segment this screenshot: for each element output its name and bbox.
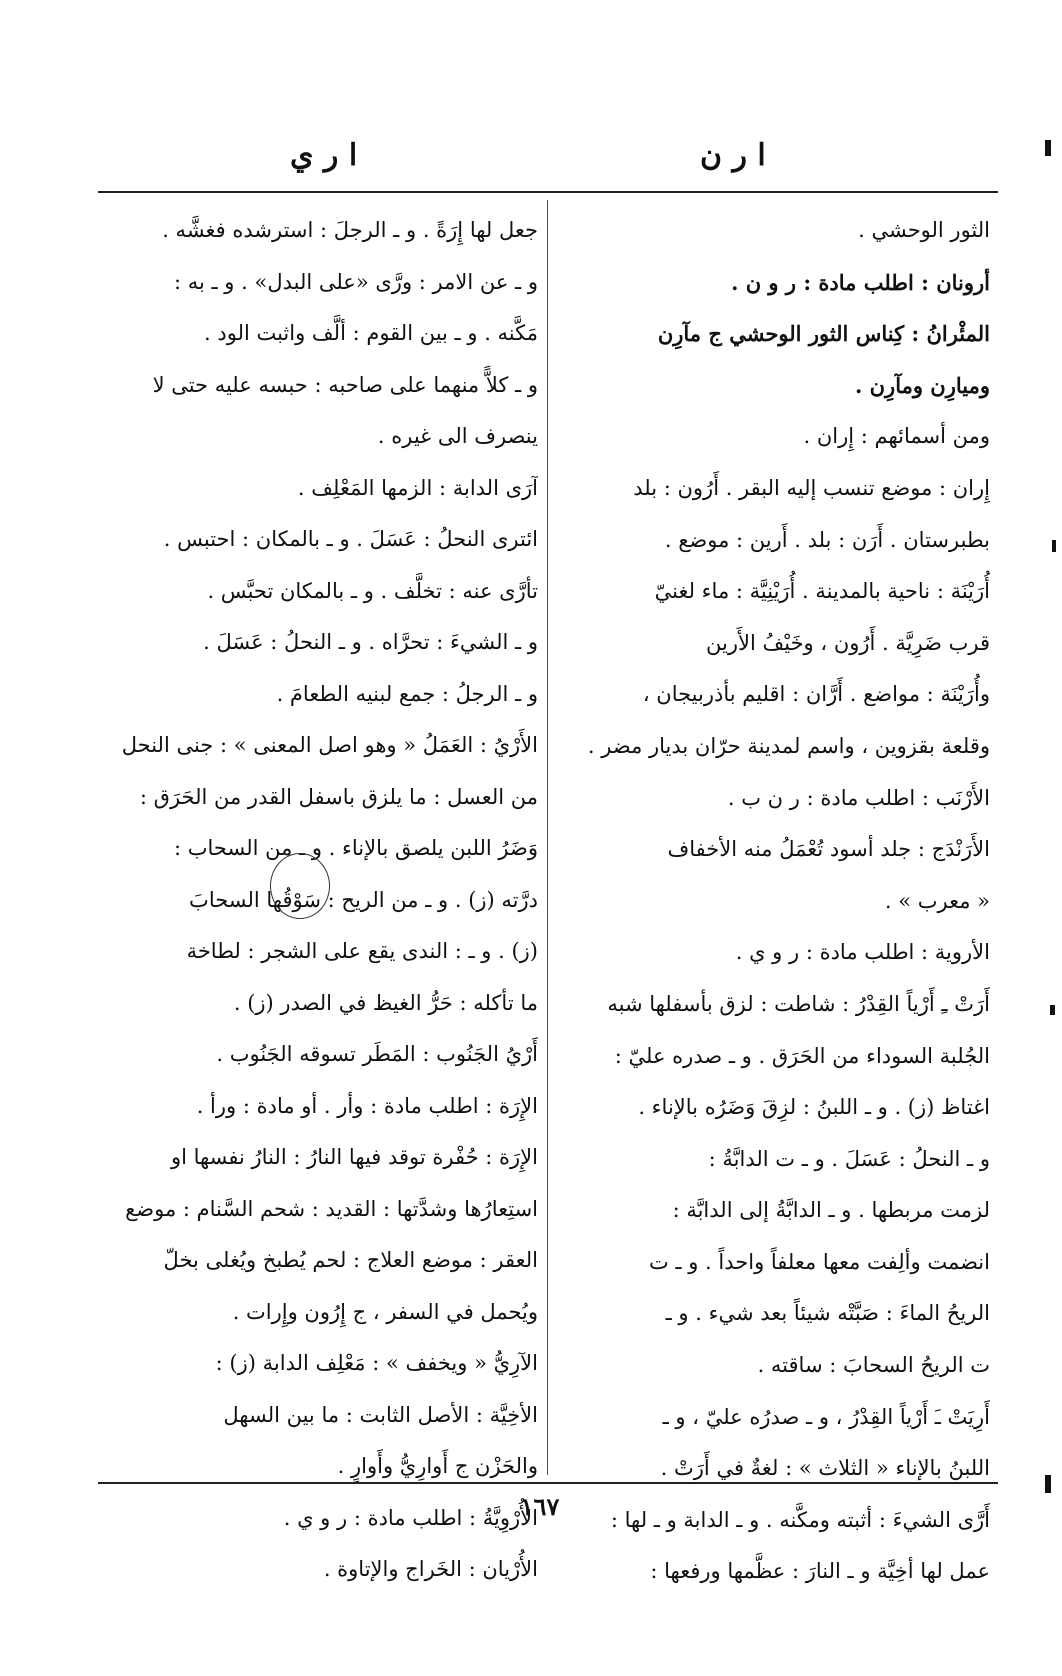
pencil-circle-mark: [270, 853, 330, 919]
entry-line: أَرَتْ ـِ أَرْياً القِدْرُ : شاطت : لزق بأسفلها شبه: [607, 991, 990, 1016]
entry-line: (ز) . و ـ : الندى يقع على الشجر : لطاخة: [186, 939, 538, 963]
entry-line: من العسل : ما يلزق باسفل القدر من الحَرَق :: [139, 784, 538, 809]
right-column-header: ا ر ن: [700, 138, 766, 173]
entry-line: ما تأكله : حَرُّ الغيظ في الصدر (ز) .: [233, 990, 538, 1015]
entry-line: لزمت مربطها . و ـ الدابَّةُ إلى الدابَّة :: [672, 1198, 990, 1223]
entry-line: وميارِن ومآرِن .: [855, 372, 990, 398]
entry-line: المئْرانُ : كِناس الثور الوحشي ج مآرِن: [657, 321, 990, 347]
entry-line: الأَرَنْدَج : جلد أسود تُعْمَلُ منه الأخفاف: [667, 837, 990, 862]
column-divider: [547, 200, 548, 1475]
entry-line: الأَرْيُ : العَمَلُ « وهو اصل المعنى » : جنى النحل: [121, 733, 538, 757]
entry-line: و ـ الشيءَ : تحرَّاه . و ـ النحلُ : عَسَلَ .: [203, 630, 538, 654]
entry-line: الثور الوحشي .: [858, 218, 990, 242]
entry-line: ينصرف الى غيره .: [377, 424, 538, 448]
bottom-rule: [98, 1482, 998, 1484]
page-number: ١٦٧: [520, 1492, 560, 1521]
entry-line: الإِرَة : اطلب مادة : وأر . أو مادة : ورأ .: [196, 1093, 538, 1118]
entry-line: و ـ النحلُ : عَسَلَ . و ـ ت الدابَّةُ :: [708, 1146, 990, 1171]
entry-line: إِران : موضع تنسب إليه البقر . أَرُون : بلد: [633, 475, 990, 500]
entry-line: اللبنُ بالإناء « الثلاث » : لغةٌ في أَرَتْ .: [660, 1456, 990, 1481]
entry-line: الأُرْوِيَّةُ : اطلب مادة : ر و ي .: [283, 1505, 538, 1530]
entry-line: جعل لها إِرَةً . و ـ الرجلَ : استرشده فغشَّه .: [162, 218, 538, 242]
entry-line: بطبرستان . أَرَن : بلد . أَرين : موضع .: [664, 527, 990, 552]
entry-line: و ـ كلاًّ منهما على صاحبه : حبسه عليه حتى لا: [152, 372, 538, 397]
right-column: [555, 205, 990, 1598]
entry-line: أَرْيُ الجَنُوب : المَطَر تسوقه الجَنُوب .: [216, 1042, 538, 1066]
entry-line: أرونان : اطلب مادة : ر و ن .: [731, 269, 990, 295]
entry-line: انضمت وألِفت معها معلفاً واحداً . و ـ ت: [648, 1249, 990, 1274]
entry-line: وقلعة بقزوين ، واسم لمدينة حرّان بديار مضر .: [587, 733, 990, 758]
top-rule: [98, 191, 998, 193]
entry-line: ائترى النحلُ : عَسَلَ . و ـ بالمكان : احتبس .: [163, 527, 538, 551]
entry-line: وأُرَيْنَة : مواضع . أَرَّان : اقليم بأذربيجان ،: [642, 682, 990, 707]
entry-line: استِعارُها وشدَّتها : القديد : شحم السَّنام : موضع: [125, 1196, 538, 1221]
entry-line: درَّته (ز) . و ـ من الريح : سَوْقُها السحابَ: [189, 887, 538, 912]
edge-mark: [1050, 1005, 1055, 1015]
entry-line: تأرَّى عنه : تخلَّف . و ـ بالمكان تحبَّس .: [207, 578, 538, 603]
edge-mark: [1052, 540, 1056, 552]
entry-line: الأُرْيان : الخَراج والإتاوة .: [323, 1557, 538, 1581]
entry-line: عمل لها أخِيَّة و ـ النارَ : عظَّمها ورفعها :: [650, 1559, 990, 1584]
left-column-header: ا ر ي: [290, 138, 358, 173]
entry-line: الأخِيَّة : الأصل الثابت : ما بين السهل: [223, 1402, 538, 1427]
entry-line: قرب ضَرِيَّة . أَرُون ، وخَيْفُ الأَرين: [706, 630, 990, 655]
entry-line: الريحُ الماءَ : صَبَّتْه شيئاً بعد شيء . و ـ: [665, 1301, 990, 1326]
entry-line: العقر : موضع العلاج : لحم يُطبخ ويُغلى بخلّ: [163, 1248, 538, 1272]
entry-line: الآرِيُّ « ويخفف » : مَعْلِف الدابة (ز) :: [215, 1351, 538, 1375]
edge-mark: [1045, 1475, 1051, 1493]
entry-line: وَضَرُ اللبن يلصق بالإناء . و ـ من السحاب :: [174, 836, 538, 860]
entry-line: ويُحمل في السفر ، ج إِرُون وإِرات .: [232, 1299, 538, 1324]
entry-line: ومن أسمائهم : إِران .: [803, 424, 990, 449]
entry-line: أَرَّى الشيءَ : أثبته ومكَّنه . و ـ الدابة و ـ لها :: [610, 1507, 990, 1532]
entry-line: الأروية : اطلب مادة : ر و ي .: [735, 940, 990, 965]
entry-line: مَكَّنه . و ـ بين القوم : ألَّف واثبت الود .: [204, 321, 538, 345]
entry-line: « معرب » .: [884, 888, 990, 913]
entry-line: والحَزْن ج أَوارِيُّ وأَوارٍ .: [337, 1454, 538, 1478]
entry-line: الأَرْنَب : اطلب مادة : ر ن ب .: [727, 785, 990, 810]
entry-line: و ـ عن الامر : ورَّى «على البدل» . و ـ به :: [173, 269, 538, 294]
entry-line: أَرِيَتْ ـَ أَرْياً القِدْرُ ، و ـ صدرُه عليّ ، و ـ: [662, 1404, 990, 1429]
entry-line: أُرَيْنَة : ناحية بالمدينة . أُرَيْنِيَّة : ماء لغنيّ: [654, 579, 990, 604]
entry-line: آرَى الدابة : الزمها المَعْلِف .: [297, 475, 538, 500]
entry-line: ت الريحُ السحابَ : ساقته .: [757, 1353, 990, 1378]
entry-line: الجُلبة السوداء من الحَرَق . و ـ صدره عليّ :: [614, 1043, 990, 1068]
entry-line: و ـ الرجلُ : جمع لبنيه الطعامَ .: [276, 681, 538, 706]
edge-mark: [1045, 140, 1051, 156]
entry-line: اغتاظ (ز) . و ـ اللبنُ : لزِقَ وَضَرُه بالإناء .: [638, 1095, 990, 1120]
entry-line: الإِرَة : حُفْرة توقد فيها النارُ : النارُ نفسها او: [170, 1145, 538, 1169]
